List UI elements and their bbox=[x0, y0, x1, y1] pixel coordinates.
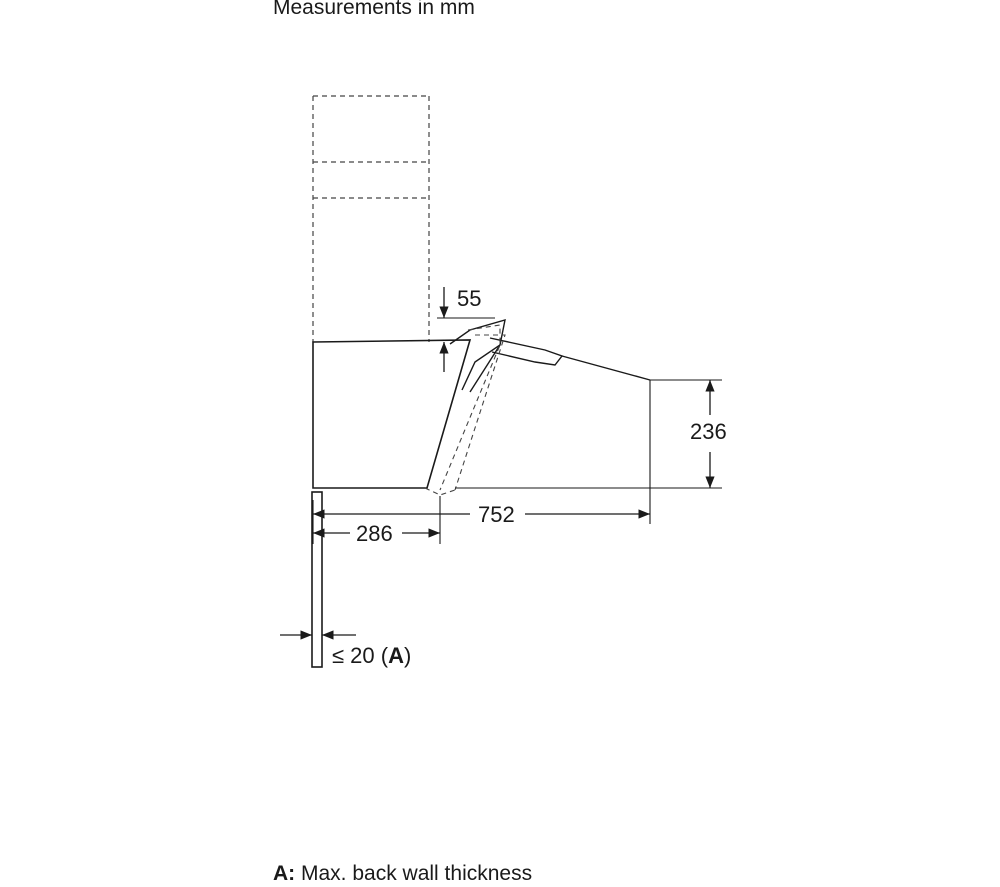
dim-55-label: 55 bbox=[457, 286, 482, 311]
dim-752-label: 752 bbox=[478, 502, 515, 527]
diagram-title: Measurements in mm bbox=[273, 0, 475, 19]
chimney-outline bbox=[313, 96, 429, 342]
dim-wall-thickness-label: ≤ 20 (A) bbox=[332, 643, 412, 668]
dim-286-label: 286 bbox=[356, 521, 393, 546]
footnote-key: A: bbox=[273, 862, 296, 885]
footnote bbox=[273, 862, 532, 886]
hood-panel-open bbox=[450, 320, 650, 392]
extension-lines bbox=[313, 318, 722, 544]
hood-body bbox=[313, 340, 470, 488]
dim-236-label: 236 bbox=[690, 419, 727, 444]
footnote-text: Max. back wall thickness bbox=[295, 862, 533, 885]
